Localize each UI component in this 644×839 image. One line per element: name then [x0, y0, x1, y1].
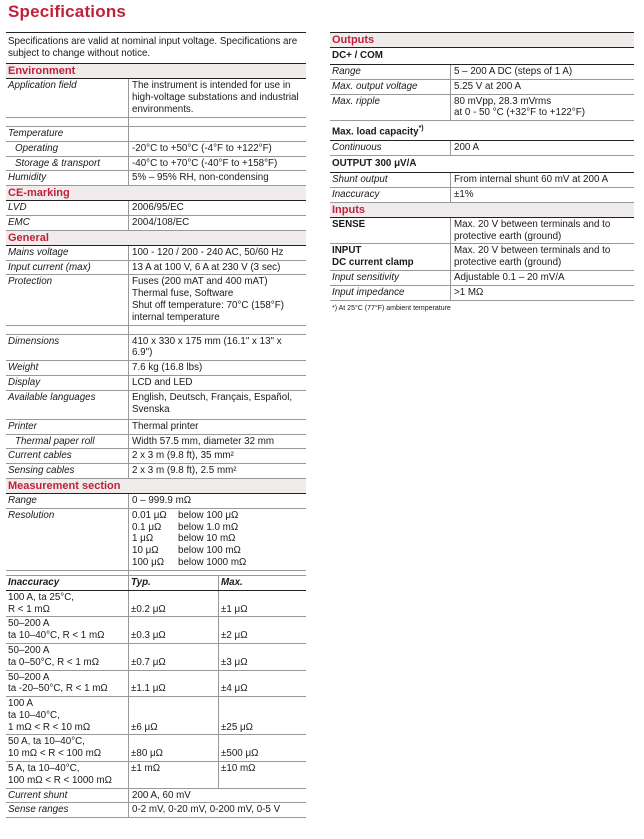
spec-key: Weight [8, 362, 39, 374]
spec-row [6, 142, 306, 157]
spec-value: 13 A at 100 V, 6 A at 230 V (3 sec) [128, 261, 306, 275]
condition-cell: 50 A, ta 10–40°C, 10 mΩ < R < 100 mΩ [8, 736, 102, 760]
spec-value: 100 - 120 / 200 - 240 AC, 50/60 Hz [128, 246, 306, 260]
section-outputs: Outputs [330, 32, 634, 48]
spec-row [6, 435, 306, 450]
condition-cell: 100 A ta 10–40°C, 1 mΩ < R < 10 mΩ [8, 698, 91, 733]
section-inputs: Inputs [330, 203, 634, 218]
spec-key: Range [332, 66, 361, 77]
spec-row [6, 79, 306, 118]
spec-row [6, 246, 306, 261]
spec-row [330, 141, 634, 156]
spec-row [6, 420, 306, 435]
spec-key: Storage & transport [15, 157, 100, 169]
spec-row [6, 789, 306, 804]
spec-row [6, 335, 306, 362]
spec-value: 410 x 330 x 175 mm (16.1" x 13" x 6.9") [128, 335, 306, 361]
max-cell: ±1 μΩ [218, 591, 306, 617]
spec-value: -20°C to +50°C (-4°F to +122°F) [128, 142, 306, 156]
spec-row [6, 261, 306, 276]
spec-value: LCD and LED [128, 376, 306, 390]
spec-value: 80 mVpp, 28.3 mVrms at 0 - 50 °C (+32°F to +122°F) [450, 95, 634, 121]
left-column [6, 32, 306, 818]
spec-key: LVD [8, 202, 27, 214]
spec-value: 2 x 3 m (9.8 ft), 2.5 mm² [128, 464, 306, 478]
spec-key: Sensing cables [8, 465, 75, 477]
spec-key: EMC [8, 216, 30, 228]
spec-key: Sense ranges [8, 804, 69, 816]
spec-key: Continuous [332, 142, 382, 154]
spec-key: Input sensitivity [332, 272, 399, 284]
max-cell: ±10 mΩ [218, 762, 306, 788]
condition-cell: 50–200 A ta 10–40°C, R < 1 mΩ [8, 618, 105, 642]
spec-row [330, 271, 634, 286]
spec-row [6, 391, 306, 420]
resolution-line: 1 μΩ below 10 mΩ [132, 533, 236, 545]
spec-value: 5.25 V at 200 A [450, 80, 634, 94]
spec-key: Operating [15, 142, 59, 154]
spec-key: Max. output voltage [332, 80, 418, 92]
spec-key: Input impedance [332, 286, 405, 298]
spec-key: Dimensions [8, 335, 60, 347]
spec-row [330, 218, 634, 245]
table-row [6, 762, 306, 789]
spec-value [128, 127, 306, 141]
typ-cell: ±0.3 μΩ [128, 617, 218, 643]
spec-key: Input current (max) [8, 261, 91, 273]
spec-key: Humidity [8, 172, 47, 184]
spec-row [6, 361, 306, 376]
spec-key: INPUT DC current clamp [332, 245, 414, 269]
spec-key: Mains voltage [8, 246, 69, 258]
spec-value: 2 x 3 m (9.8 ft), 35 mm² [128, 449, 306, 463]
spec-key: Inaccuracy [332, 189, 380, 201]
condition-cell: 100 A, ta 25°C, R < 1 mΩ [8, 591, 75, 615]
spec-key: Shunt output [332, 174, 388, 186]
spec-value: 5 – 200 A DC (steps of 1 A) [450, 65, 634, 79]
spec-value: ±1% [450, 188, 634, 202]
spec-value: Width 57.5 mm, diameter 32 mm [128, 435, 306, 449]
table-row [6, 697, 306, 735]
spec-key: Resolution [8, 509, 55, 521]
spec-row [6, 201, 306, 216]
spec-row [6, 803, 306, 818]
spec-value: 2004/108/EC [128, 216, 306, 230]
section-measurement: Measurement section [6, 479, 306, 494]
right-column [330, 32, 634, 316]
resolution-row [6, 509, 306, 571]
spec-value: Max. 20 V between terminals and to protective earth (ground) [450, 244, 634, 270]
spec-row [330, 95, 634, 122]
max-cell: ±25 μΩ [218, 697, 306, 734]
spec-row [6, 171, 306, 186]
table-row [6, 735, 306, 762]
spec-key: Temperature [8, 128, 64, 139]
spec-row [6, 216, 306, 231]
spec-row [6, 464, 306, 479]
spec-key: Printer [8, 420, 37, 432]
spec-key: SENSE [332, 218, 366, 230]
typ-col-label: Typ. [128, 576, 218, 590]
max-cell: ±500 μΩ [218, 735, 306, 761]
condition-cell: 50–200 A ta -20–50°C, R < 1 mΩ [8, 671, 108, 695]
resolution-line: 100 μΩ below 1000 mΩ [132, 556, 247, 568]
table-row [6, 671, 306, 698]
max-cell: ±2 μΩ [218, 617, 306, 643]
max-cell: ±3 μΩ [218, 644, 306, 670]
spec-value: 0-2 mV, 0-20 mV, 0-200 mV, 0-5 V [128, 803, 306, 817]
resolution-list [128, 509, 306, 570]
inaccuracy-col-label: Inaccuracy [8, 576, 60, 588]
spec-row [6, 376, 306, 391]
section-general: General [6, 231, 306, 246]
subheading-output-300: OUTPUT 300 μV/A [330, 156, 634, 173]
spec-row [330, 65, 634, 80]
spec-value: The instrument is intended for use in high-voltage substations and industrial environments. [128, 79, 306, 117]
spec-key: Current shunt [8, 789, 68, 801]
spec-value: Adjustable 0.1 – 20 mV/A [450, 271, 634, 285]
resolution-line: 0.01 μΩ below 100 μΩ [132, 509, 239, 521]
spec-value: 5% – 95% RH, non-condensing [128, 171, 306, 185]
spec-key: Application field [8, 80, 77, 91]
table-row [6, 617, 306, 644]
spec-value: 2006/95/EC [128, 201, 306, 215]
spec-key: Protection [8, 276, 53, 288]
spec-key: Display [8, 376, 41, 388]
spec-row [6, 127, 306, 142]
spec-row [6, 494, 306, 509]
resolution-line: 10 μΩ below 100 mΩ [132, 545, 241, 557]
spec-value: 7.6 kg (16.8 lbs) [128, 361, 306, 375]
condition-cell: 5 A, ta 10–40°C, 100 mΩ < R < 1000 mΩ [8, 763, 112, 786]
spec-key: Range [8, 494, 37, 506]
section-environment: Environment [6, 64, 306, 79]
subheading-load-capacity: Max. load capacity*) [330, 121, 634, 141]
table-row [6, 644, 306, 671]
spec-value: Thermal printer [128, 420, 306, 434]
max-cell: ±4 μΩ [218, 671, 306, 697]
typ-cell: ±0.7 μΩ [128, 644, 218, 670]
section-ce-marking: CE-marking [6, 186, 306, 201]
typ-cell: ±0.2 μΩ [128, 591, 218, 617]
spec-row [6, 157, 306, 172]
footnote: *) At 25°C (77°F) ambient temperature [332, 304, 451, 312]
condition-cell: 50–200 A ta 0–50°C, R < 1 mΩ [8, 644, 100, 668]
spec-row [330, 80, 634, 95]
resolution-line: 0.1 μΩ below 1.0 mΩ [132, 521, 239, 533]
table-row [6, 591, 306, 618]
spec-row [6, 449, 306, 464]
spec-value: From internal shunt 60 mV at 200 A [450, 173, 634, 187]
typ-cell: ±6 μΩ [128, 697, 218, 734]
spec-value: 0 – 999.9 mΩ [128, 494, 306, 508]
spec-value: English, Deutsch, Français, Español, Svenska [128, 391, 306, 419]
spec-value: >1 MΩ [450, 286, 634, 300]
spec-row [330, 244, 634, 271]
typ-cell: ±1.1 μΩ [128, 671, 218, 697]
spec-row [330, 286, 634, 301]
spec-row [6, 275, 306, 325]
spec-row [330, 173, 634, 188]
spec-key: Available languages [8, 391, 96, 403]
spec-value: -40°C to +70°C (-40°F to +158°F) [128, 157, 306, 171]
page-title: Specifications [8, 2, 127, 21]
row-spacer [6, 118, 306, 127]
spec-value: Fuses (200 mAT and 400 mAT) Thermal fuse, Software Shut off temperature: 70°C (158°F) internal temperature [128, 275, 306, 324]
subheading-dc-com: DC+ / COM [330, 48, 634, 65]
max-col-label: Max. [218, 576, 306, 590]
typ-cell: ±1 mΩ [128, 762, 218, 788]
spec-key: Thermal paper roll [15, 435, 95, 447]
row-spacer [6, 326, 306, 335]
spec-row [330, 188, 634, 203]
spec-key: Current cables [8, 450, 72, 462]
inaccuracy-header [6, 576, 306, 591]
spec-key: Max. ripple [332, 95, 380, 107]
spec-value: Max. 20 V between terminals and to protective earth (ground) [450, 218, 634, 244]
typ-cell: ±80 μΩ [128, 735, 218, 761]
spec-value: 200 A, 60 mV [128, 789, 306, 803]
intro-text: Specifications are valid at nominal input voltage. Specifications are subject to change without notice. [6, 32, 306, 64]
spec-value: 200 A [450, 141, 634, 155]
